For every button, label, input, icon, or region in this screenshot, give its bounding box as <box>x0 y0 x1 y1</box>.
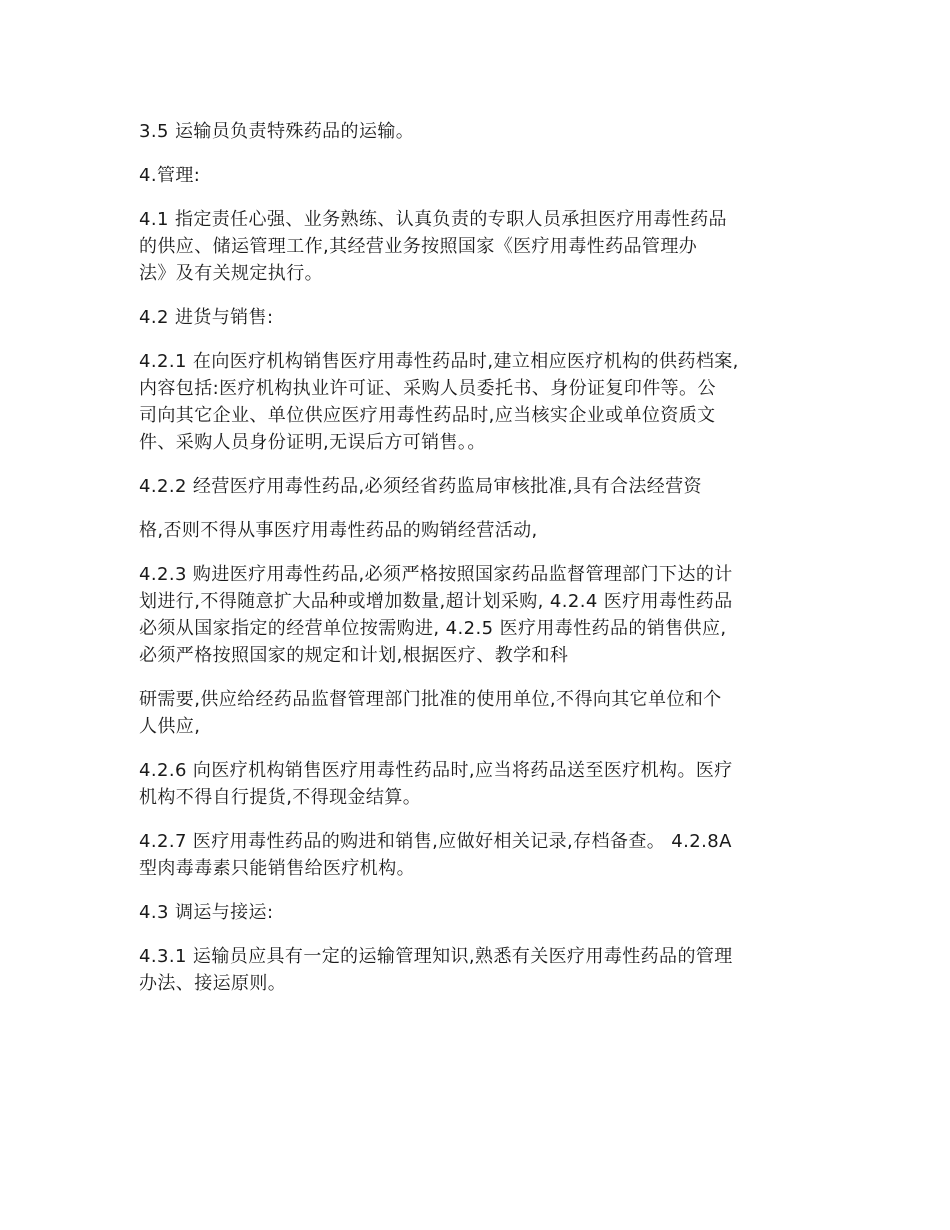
text-line: 件、采购人员身份证明,无误后方可销售。。 <box>139 432 486 453</box>
paragraph <box>139 899 820 926</box>
text-line: 4.3 调运与接运: <box>139 902 274 923</box>
text-line: 划进行,不得随意扩大品种或增加数量,超计划采购, 4.2.4 医疗用毒性药品 <box>139 591 733 612</box>
text-line: 研需要,供应给经药品监督管理部门批准的使用单位,不得向其它单位和个 <box>139 689 722 710</box>
paragraph <box>139 828 820 882</box>
text-line: 人供应, <box>139 716 201 737</box>
text-line: 3.5 运输员负责特殊药品的运输。 <box>139 121 415 142</box>
paragraph <box>139 757 820 811</box>
text-line: 4.2.1 在向医疗机构销售医疗用毒性药品时,建立相应医疗机构的供药档案, <box>139 351 739 372</box>
text-line: 必须从国家指定的经营单位按需购进, 4.2.5 医疗用毒性药品的销售供应, <box>139 618 727 639</box>
text-line: 司向其它企业、单位供应医疗用毒性药品时,应当核实企业或单位资质文 <box>139 405 716 426</box>
text-line: 4.1 指定责任心强、业务熟练、认真负责的专职人员承担医疗用毒性药品 <box>139 209 727 230</box>
text-line: 格,否则不得从事医疗用毒性药品的购销经营活动, <box>139 520 538 541</box>
paragraph <box>139 304 820 331</box>
text-line: 4.2.2 经营医疗用毒性药品,必须经省药监局审核批准,具有合法经营资 <box>139 476 702 497</box>
paragraph <box>139 206 820 287</box>
text-line: 4.2.7 医疗用毒性药品的购进和销售,应做好相关记录,存档备查。 4.2.8A <box>139 831 732 852</box>
text-line: 型肉毒毒素只能销售给医疗机构。 <box>139 858 415 879</box>
text-line: 的供应、储运管理工作,其经营业务按照国家《医疗用毒性药品管理办 <box>139 236 698 257</box>
text-line: 内容包括:医疗机构执业许可证、采购人员委托书、身份证复印件等。公 <box>139 378 716 399</box>
paragraph <box>139 686 820 740</box>
text-line: 4.管理: <box>139 165 201 186</box>
paragraph <box>139 118 820 145</box>
paragraph <box>139 473 820 500</box>
text-line: 4.2 进货与销售: <box>139 307 274 328</box>
text-line: 4.2.6 向医疗机构销售医疗用毒性药品时,应当将药品送至医疗机构。医疗 <box>139 760 733 781</box>
document-body <box>139 118 820 997</box>
text-line: 机构不得自行提货,不得现金结算。 <box>139 787 422 808</box>
text-line: 4.3.1 运输员应具有一定的运输管理知识,熟悉有关医疗用毒性药品的管理 <box>139 946 733 967</box>
text-line: 办法、接运原则。 <box>139 973 287 994</box>
paragraph <box>139 943 820 997</box>
text-line: 4.2.3 购进医疗用毒性药品,必须严格按照国家药品监督管理部门下达的计 <box>139 564 733 585</box>
paragraph <box>139 517 820 544</box>
paragraph <box>139 162 820 189</box>
paragraph <box>139 561 820 669</box>
paragraph <box>139 348 820 456</box>
text-line: 必须严格按照国家的规定和计划,根据医疗、教学和科 <box>139 645 569 666</box>
text-line: 法》及有关规定执行。 <box>139 263 323 284</box>
